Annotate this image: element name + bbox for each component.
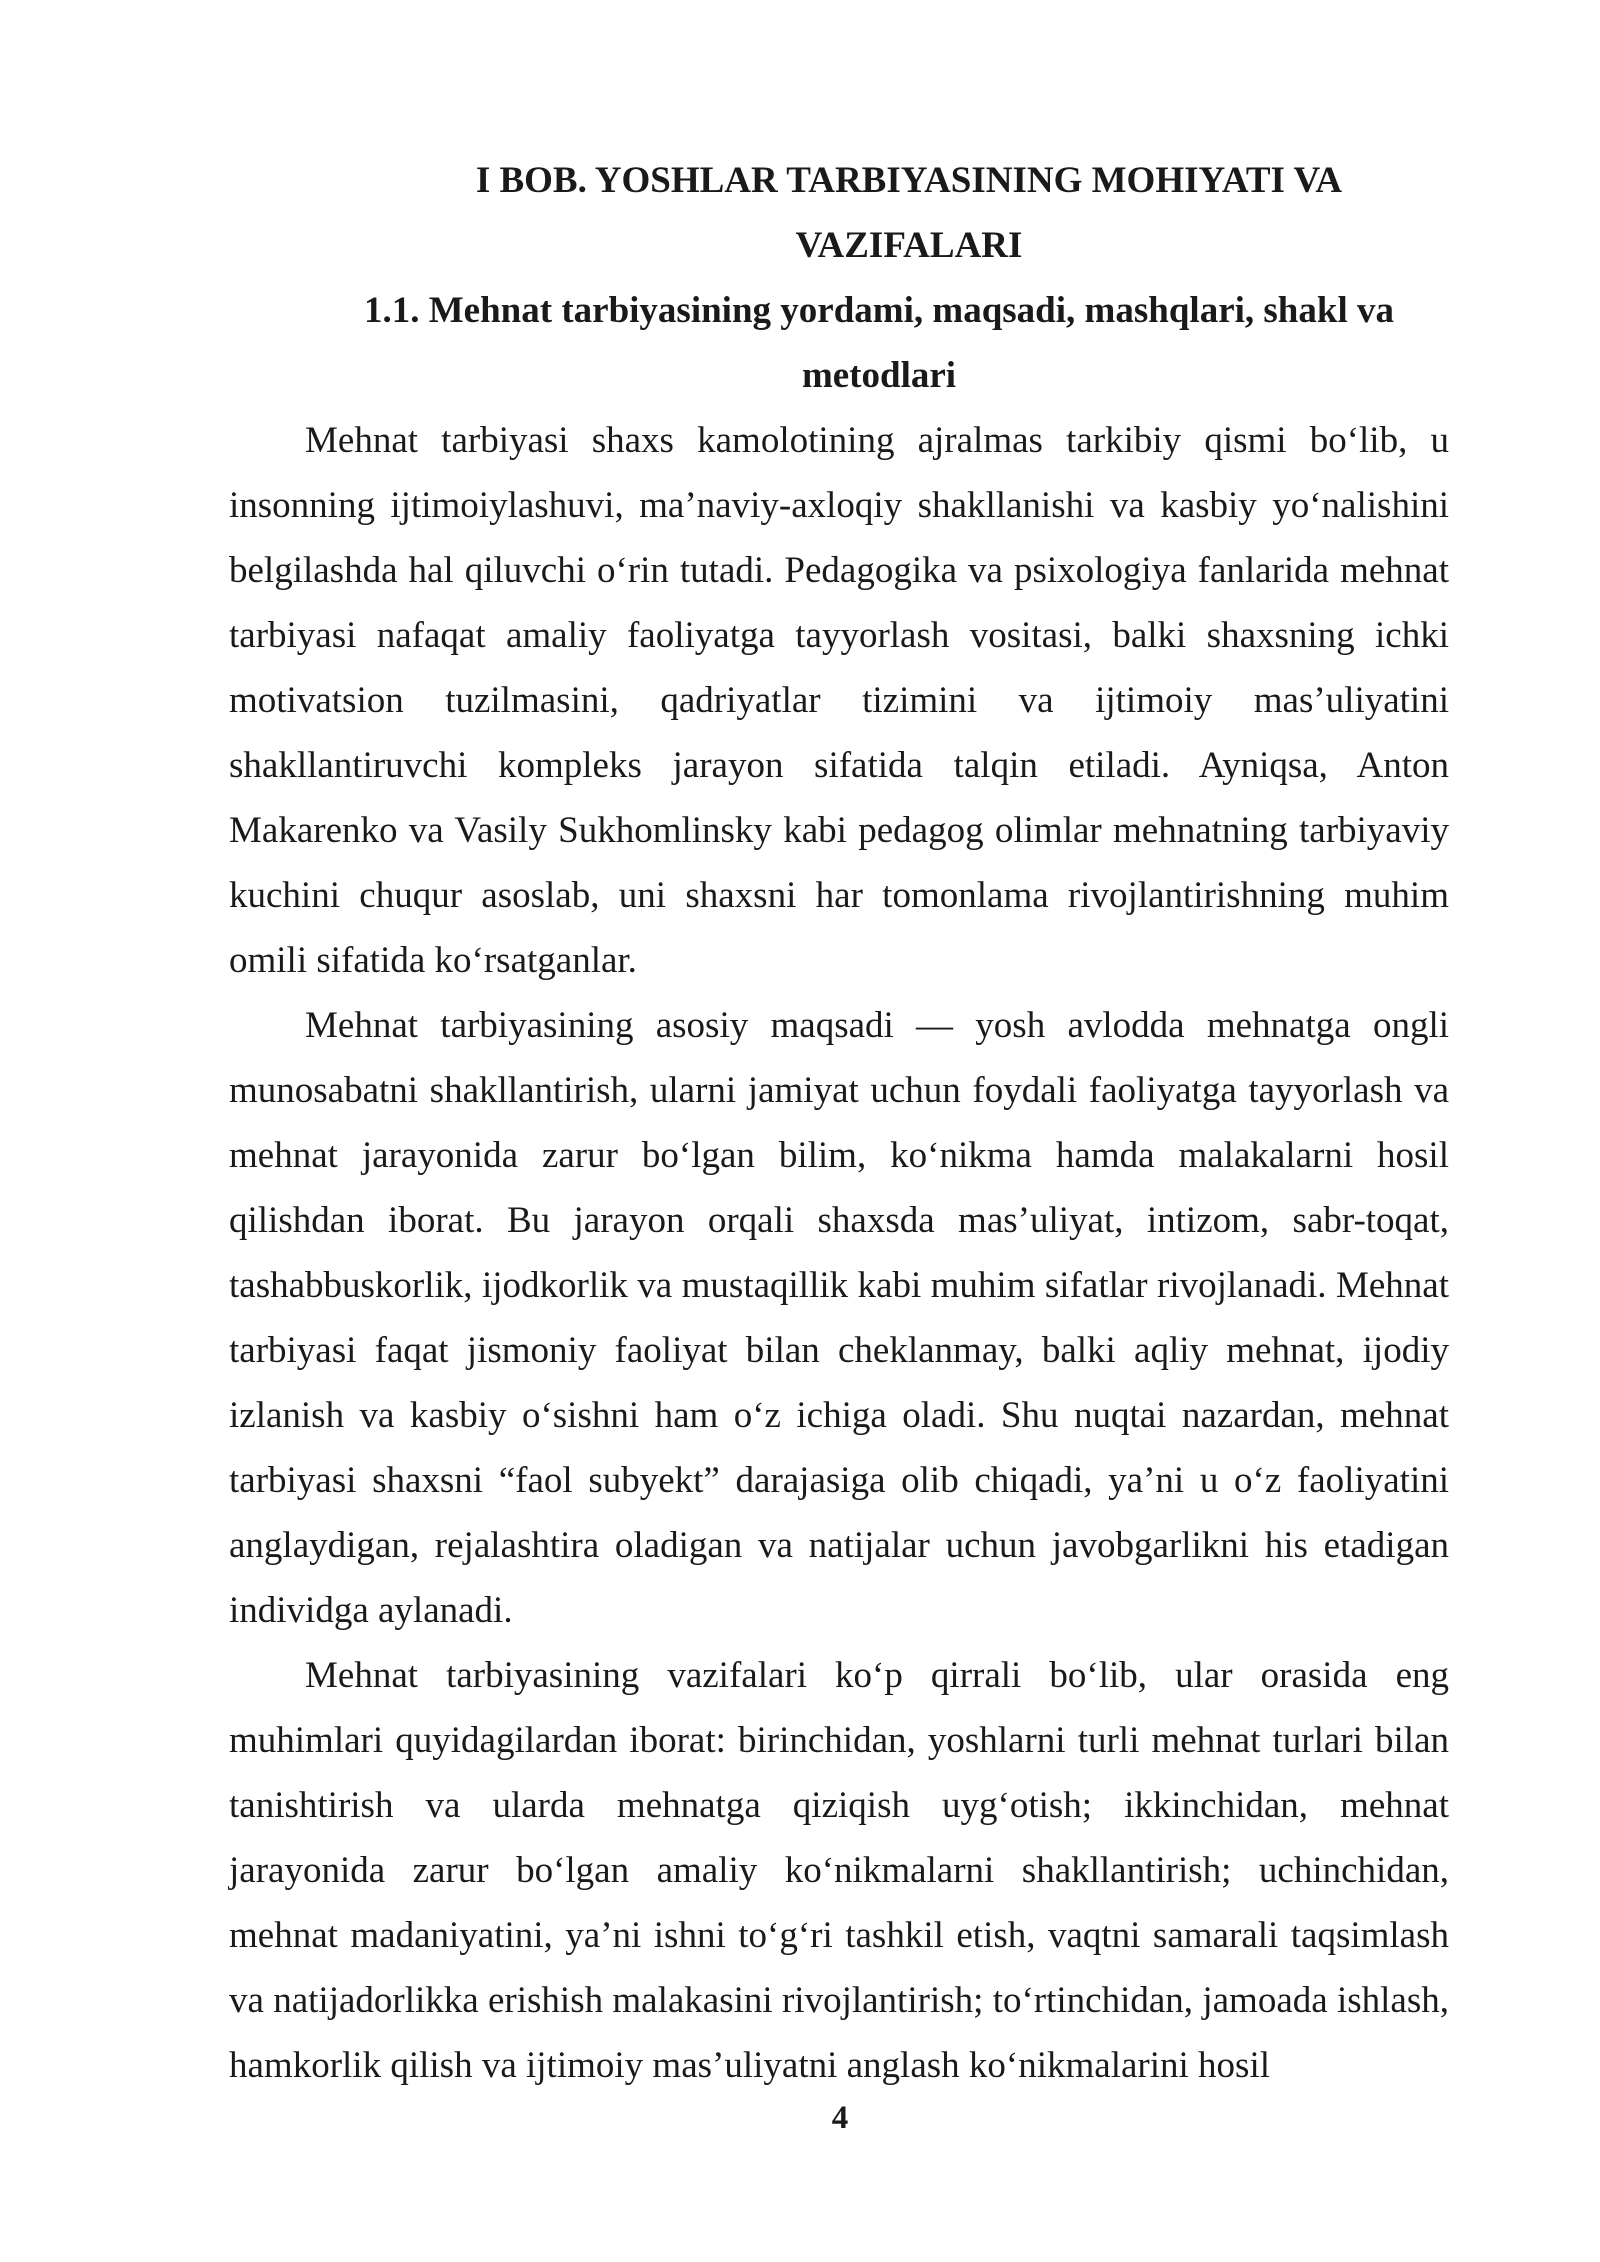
body-paragraph-1: Mehnat tarbiyasi shaxs kamolotining ajralmas tarkibiy qismi bo‘lib, u insonning ijtimoiylashuvi, ma’naviy-axloqiy shakllanishi va kasbiy yo‘nalishini belgilashda hal qiluvchi o‘rin tutadi. Pedagogika va psixologiya fanlarida mehnat tarbiyasi nafaqat amaliy faoliyatga tayyorlash vositasi, balki shaxsning ichki motivatsion tuzilmasini, qadriyatlar tizimini va ijtimoiy mas’uliyatini shakllantiruvchi kompleks jarayon sifatida talqin etiladi. Ayniqsa, Anton Makarenko va Vasily Sukhomlinsky kabi pedagog olimlar mehnatning tarbiyaviy kuchini chuqur asoslab, uni shaxsni har tomonlama rivojlantirishning muhim omili sifatida ko‘rsatganlar.: [229, 420, 1449, 981]
document-page: [229, 148, 1449, 2098]
page-number: 4: [831, 2100, 849, 2136]
chapter-title: I BOB. YOSHLAR TARBIYASINING MOHIYATI VA VAZIFALARI: [475, 160, 1343, 266]
section-title: 1.1. Mehnat tarbiyasining yordami, maqsadi, mashqlari, shakl va metodlari: [364, 290, 1394, 396]
body-paragraph-2: Mehnat tarbiyasining asosiy maqsadi — yosh avlodda mehnatga ongli munosabatni shakllantirish, ularni jamiyat uchun foydali faoliyatga tayyorlash va mehnat jarayonida zarur bo‘lgan bilim, ko‘nikma hamda malakalarni hosil qilishdan iborat. Bu jarayon orqali shaxsda mas’uliyat, intizom, sabr-toqat, tashabbuskorlik, ijodkorlik va mustaqillik kabi muhim sifatlar rivojlanadi. Mehnat tarbiyasi faqat jismoniy faoliyat bilan cheklanmay, balki aqliy mehnat, ijodiy izlanish va kasbiy o‘sishni ham o‘z ichiga oladi. Shu nuqtai nazardan, mehnat tarbiyasi shaxsni “faol subyekt” darajasiga olib chiqadi, ya’ni u o‘z faoliyatini anglaydigan, rejalashtira oladigan va natijalar uchun javobgarlikni his etadigan individga aylanadi.: [229, 1005, 1449, 1631]
body-paragraph-3: Mehnat tarbiyasining vazifalari ko‘p qirrali bo‘lib, ular orasida eng muhimlari quyidagilardan iborat: birinchidan, yoshlarni turli mehnat turlari bilan tanishtirish va ularda mehnatga qiziqish uyg‘otish; ikkinchidan, mehnat jarayonida zarur bo‘lgan amaliy ko‘nikmalarni shakllantirish; uchinchidan, mehnat madaniyatini, ya’ni ishni to‘g‘ri tashkil etish, vaqtni samarali taqsimlash va natijadorlikka erishish malakasini rivojlantirish; to‘rtinchidan, jamoada ishlash, hamkorlik qilish va ijtimoiy mas’uliyatni anglash ko‘nikmalarini hosil: [229, 1655, 1449, 2086]
